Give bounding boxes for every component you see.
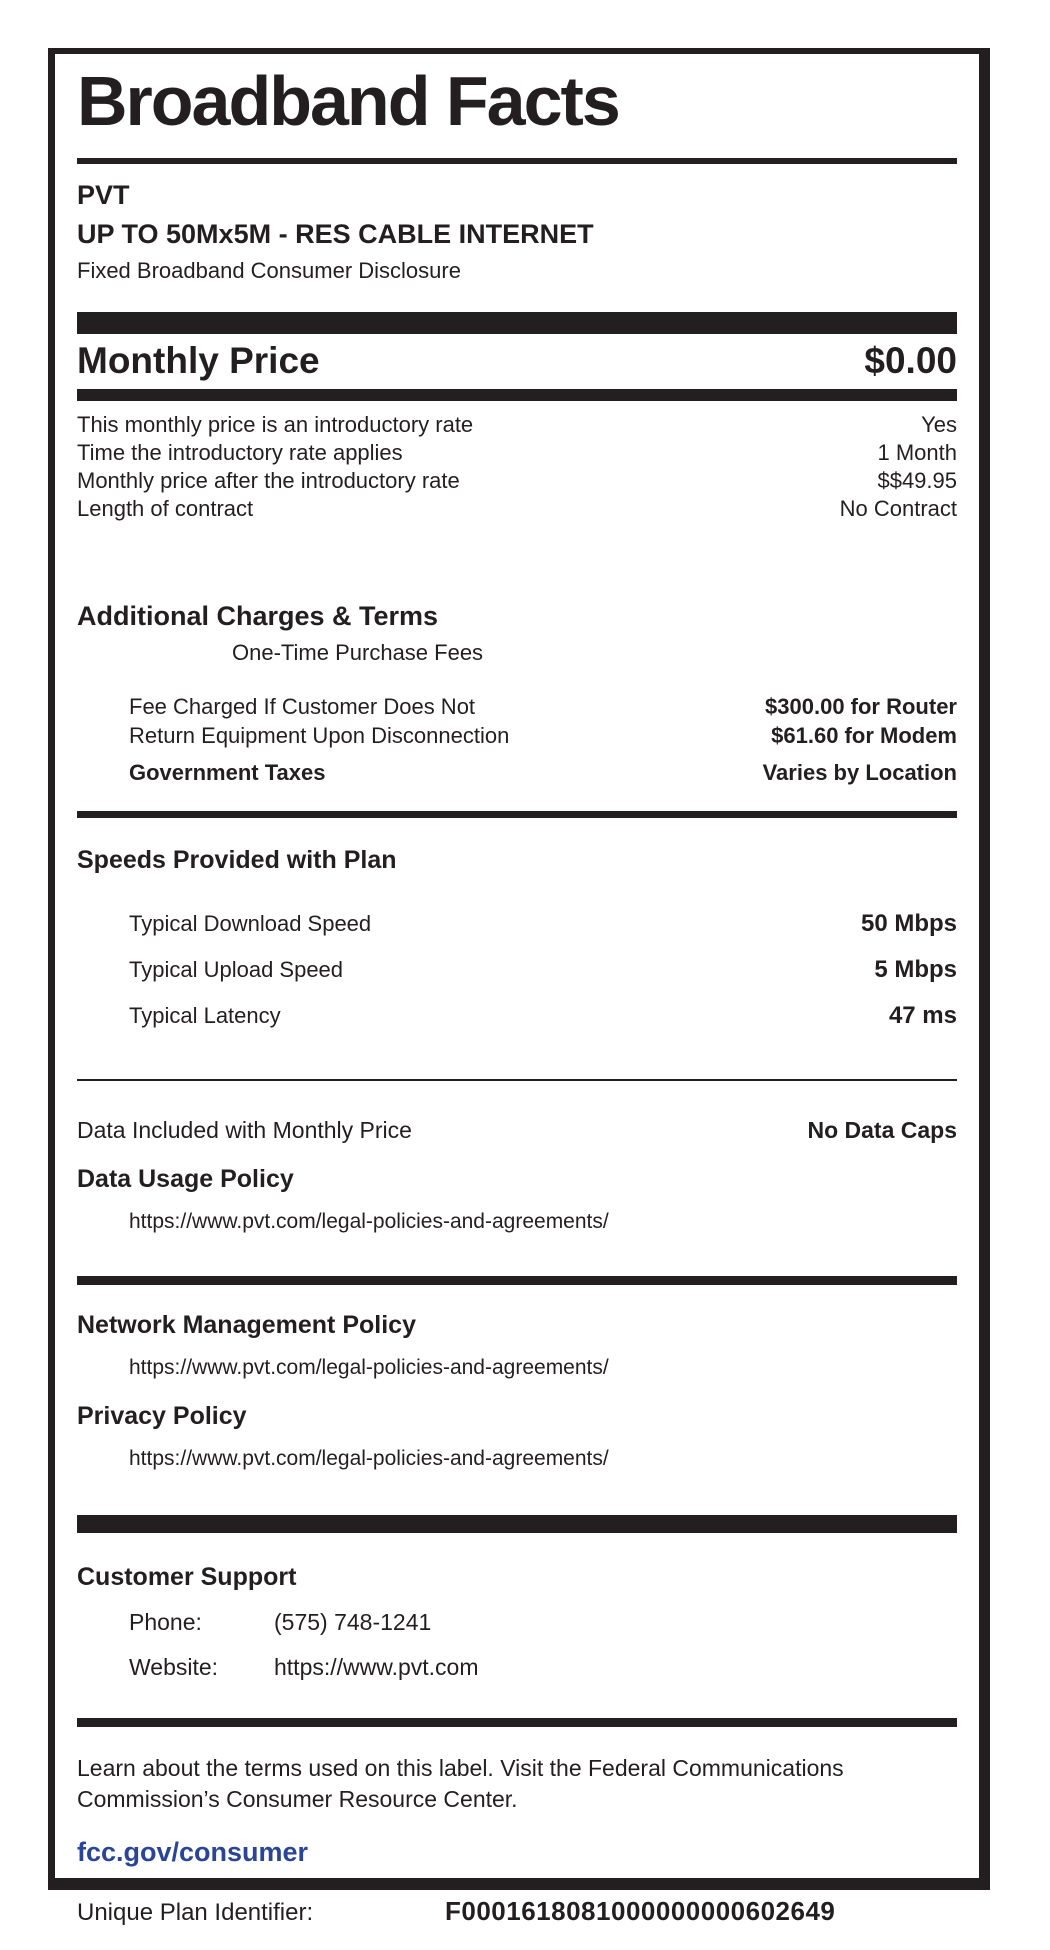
government-taxes-value: Varies by Location — [762, 759, 957, 785]
title-divider — [77, 158, 957, 164]
divider-above-footer — [77, 1718, 957, 1727]
network-management-heading: Network Management Policy — [77, 1310, 416, 1339]
price-detail-row — [77, 411, 957, 439]
upload-speed-row — [77, 955, 957, 985]
data-included-row — [77, 1115, 957, 1145]
phone-value: (575) 748-1241 — [274, 1608, 432, 1635]
privacy-policy-link[interactable]: https://www.pvt.com/legal-policies-and-agreements/ — [129, 1446, 609, 1470]
additional-charges-heading: Additional Charges & Terms — [77, 600, 439, 631]
download-speed-label: Typical Download Speed — [129, 910, 372, 936]
download-speed-row — [77, 909, 957, 939]
divider-below-speeds — [77, 1079, 957, 1081]
latency-label: Typical Latency — [129, 1002, 281, 1028]
latency-row — [77, 1001, 957, 1031]
post-intro-price-label: Monthly price after the introductory rate — [77, 467, 460, 493]
equipment-fee-label-line2: Return Equipment Upon Disconnection — [129, 722, 510, 748]
divider-above-network-management — [77, 1276, 957, 1285]
latency-value: 47 ms — [888, 1001, 957, 1029]
upload-speed-label: Typical Upload Speed — [129, 956, 344, 982]
intro-rate-time-value: 1 Month — [877, 439, 957, 465]
government-taxes-row — [77, 758, 957, 787]
provider-name: PVT — [77, 180, 130, 210]
monthly-price-label: Monthly Price — [77, 340, 320, 381]
price-detail-row — [77, 467, 957, 495]
divider-above-customer-support — [77, 1515, 957, 1533]
unique-plan-identifier-row — [77, 1896, 957, 1927]
data-included-value: No Data Caps — [807, 1116, 957, 1143]
website-value[interactable]: https://www.pvt.com — [274, 1653, 479, 1680]
divider-above-speeds — [77, 811, 957, 818]
customer-support-heading: Customer Support — [77, 1562, 297, 1591]
disclosure-type: Fixed Broadband Consumer Disclosure — [77, 258, 461, 283]
unique-plan-identifier-value: F0001618081000000000602649 — [445, 1895, 836, 1926]
monthly-price-row — [77, 340, 957, 383]
post-intro-price-value: $$49.95 — [877, 467, 957, 493]
one-time-fees-subheading: One-Time Purchase Fees — [232, 639, 484, 665]
footer-learn-text: Learn about the terms used on this label. Visit the Federal Communications Commission’s Consumer Resource Center. — [77, 1754, 844, 1812]
equipment-fee-label-line1: Fee Charged If Customer Does Not — [129, 693, 476, 719]
divider-above-monthly-price — [77, 312, 957, 334]
network-management-link[interactable]: https://www.pvt.com/legal-policies-and-agreements/ — [129, 1355, 609, 1379]
equipment-fee-value-line2: $61.60 for Modem — [771, 722, 957, 748]
divider-below-monthly-price — [77, 389, 957, 401]
contract-length-label: Length of contract — [77, 495, 254, 521]
phone-label: Phone: — [129, 1608, 202, 1635]
monthly-price-value: $0.00 — [864, 340, 957, 381]
plan-name: UP TO 50Mx5M - RES CABLE INTERNET — [77, 219, 594, 249]
fcc-consumer-link[interactable]: fcc.gov/consumer — [77, 1836, 309, 1867]
speeds-heading: Speeds Provided with Plan — [77, 845, 397, 874]
label-title: Broadband Facts — [77, 62, 619, 140]
intro-rate-value: Yes — [921, 411, 957, 437]
support-website-row — [77, 1653, 957, 1682]
equipment-fee-value-line1: $300.00 for Router — [765, 693, 957, 719]
intro-rate-label: This monthly price is an introductory rate — [77, 411, 474, 437]
price-detail-row — [77, 439, 957, 467]
privacy-policy-heading: Privacy Policy — [77, 1401, 247, 1430]
website-label: Website: — [129, 1653, 219, 1680]
download-speed-value: 50 Mbps — [860, 909, 957, 937]
support-phone-row — [77, 1608, 957, 1637]
price-detail-row — [77, 495, 957, 523]
broadband-facts-label — [48, 48, 990, 1926]
unique-plan-identifier-label: Unique Plan Identifier: — [77, 1898, 314, 1926]
data-included-label: Data Included with Monthly Price — [77, 1116, 412, 1143]
equipment-fee-row — [77, 692, 957, 750]
data-usage-policy-heading: Data Usage Policy — [77, 1164, 294, 1193]
contract-length-value: No Contract — [839, 495, 957, 521]
government-taxes-label: Government Taxes — [129, 759, 326, 785]
upload-speed-value: 5 Mbps — [874, 955, 957, 983]
intro-rate-time-label: Time the introductory rate applies — [77, 439, 403, 465]
data-usage-policy-link[interactable]: https://www.pvt.com/legal-policies-and-agreements/ — [129, 1209, 609, 1233]
